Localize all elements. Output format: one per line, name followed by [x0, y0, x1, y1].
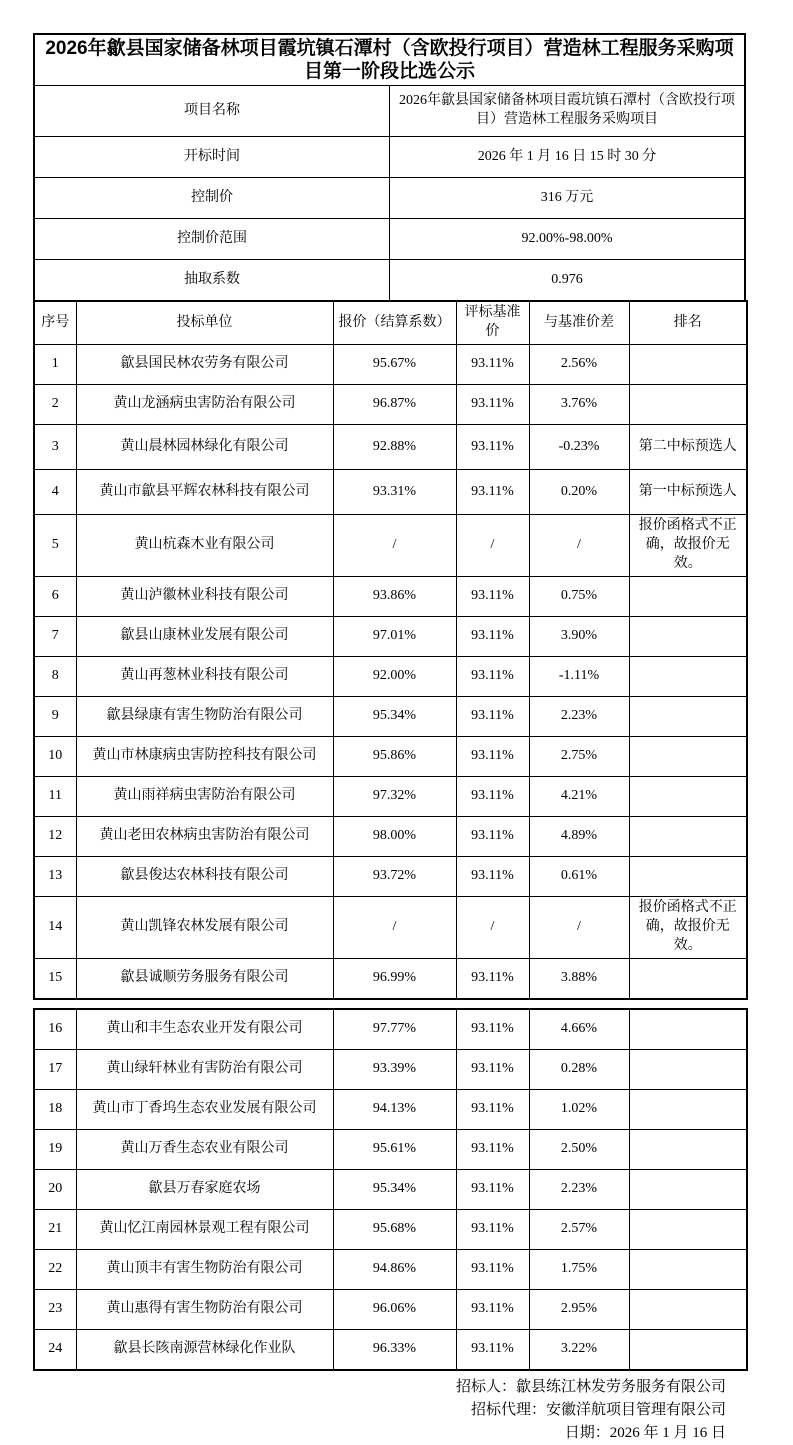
- table-row: [34, 697, 747, 737]
- table-cell: 95.34%: [333, 697, 456, 737]
- table-row: [34, 1289, 747, 1329]
- table-cell: 12: [34, 817, 76, 857]
- table-cell: 17: [34, 1049, 76, 1089]
- table-cell: 2.75%: [529, 737, 629, 777]
- table-cell: 2.23%: [529, 697, 629, 737]
- title-row: [34, 34, 745, 86]
- table-cell: 2.56%: [529, 345, 629, 385]
- table-cell: 97.32%: [333, 777, 456, 817]
- table-cell: 95.67%: [333, 345, 456, 385]
- table-cell: [629, 777, 747, 817]
- table-cell: 黄山顶丰有害生物防治有限公司: [76, 1249, 333, 1289]
- table-cell: 93.11%: [456, 1289, 529, 1329]
- table-cell: [629, 1009, 747, 1050]
- table-cell: 95.61%: [333, 1129, 456, 1169]
- header-seq: 序号: [34, 301, 76, 345]
- table-cell: 98.00%: [333, 817, 456, 857]
- table-cell: 93.86%: [333, 577, 456, 617]
- header-rank: 排名: [629, 301, 747, 345]
- draw-coefficient-value: 0.976: [390, 260, 746, 302]
- table-cell: [629, 817, 747, 857]
- table-cell: 黄山和丰生态农业开发有限公司: [76, 1009, 333, 1050]
- table-cell: 96.87%: [333, 385, 456, 425]
- table-row: [34, 817, 747, 857]
- table-cell: 7: [34, 617, 76, 657]
- table-cell: 18: [34, 1089, 76, 1129]
- table-cell: 93.31%: [333, 470, 456, 515]
- table-cell: 1.75%: [529, 1249, 629, 1289]
- table-row: [34, 385, 747, 425]
- table-cell: 97.77%: [333, 1009, 456, 1050]
- table-cell: 94.13%: [333, 1089, 456, 1129]
- open-time-label: 开标时间: [34, 137, 390, 178]
- control-price-label: 控制价: [34, 178, 390, 219]
- footer-tenderer: 招标人：歙县练江林发劳务服务有限公司: [455, 1378, 726, 1395]
- bid-table-body-1: [34, 345, 747, 999]
- table-cell: 94.86%: [333, 1249, 456, 1289]
- table-cell: 黄山惠得有害生物防治有限公司: [76, 1289, 333, 1329]
- table-cell: [629, 577, 747, 617]
- table-cell: 黄山忆江南园林景观工程有限公司: [76, 1209, 333, 1249]
- table-cell: 3.88%: [529, 958, 629, 999]
- table-cell: 0.75%: [529, 577, 629, 617]
- project-name-label: 项目名称: [34, 86, 390, 137]
- table-cell: 93.72%: [333, 857, 456, 897]
- table-cell: 6: [34, 577, 76, 617]
- table-cell: 9: [34, 697, 76, 737]
- table-cell: 4: [34, 470, 76, 515]
- table-cell: [629, 1169, 747, 1209]
- table-cell: [629, 857, 747, 897]
- project-name-value: 2026年歙县国家储备林项目霞坑镇石潭村（含欧投行项目）营造林工程服务采购项目: [390, 86, 746, 137]
- table-cell: 93.11%: [456, 1209, 529, 1249]
- page-title: 2026年歙县国家储备林项目霞坑镇石潭村（含欧投行项目）营造林工程服务采购项目第一阶段比选公示: [34, 34, 745, 86]
- table-cell: [629, 697, 747, 737]
- table-row: [34, 1089, 747, 1129]
- table-cell: 8: [34, 657, 76, 697]
- table-cell: 93.39%: [333, 1049, 456, 1089]
- table-row: [34, 470, 747, 515]
- table-cell: /: [456, 897, 529, 959]
- info-row-open-time: [34, 137, 745, 178]
- table-row: [34, 657, 747, 697]
- table-row: [34, 897, 747, 959]
- header-company: 投标单位: [76, 301, 333, 345]
- table-cell: 93.11%: [456, 345, 529, 385]
- table-cell: 报价函格式不正确，故报价无效。: [629, 897, 747, 959]
- table-cell: 黄山绿轩林业有害防治有限公司: [76, 1049, 333, 1089]
- table-cell: 11: [34, 777, 76, 817]
- table-cell: [629, 1209, 747, 1249]
- table-cell: 92.88%: [333, 425, 456, 470]
- table-cell: 歙县俊达农林科技有限公司: [76, 857, 333, 897]
- table-row: [34, 1249, 747, 1289]
- control-range-label: 控制价范围: [34, 219, 390, 260]
- table-cell: 2.95%: [529, 1289, 629, 1329]
- footer-agent: 招标代理：安徽洋航项目管理有限公司: [470, 1401, 726, 1418]
- table-cell: 97.01%: [333, 617, 456, 657]
- table-cell: 93.11%: [456, 958, 529, 999]
- table-cell: 93.11%: [456, 577, 529, 617]
- table-cell: 20: [34, 1169, 76, 1209]
- table-cell: 92.00%: [333, 657, 456, 697]
- table-row: [34, 777, 747, 817]
- table-cell: 93.11%: [456, 1089, 529, 1129]
- info-row-draw-coefficient: [34, 260, 745, 302]
- table-cell: /: [529, 515, 629, 577]
- info-row-control-price: [34, 178, 745, 219]
- table-cell: /: [333, 515, 456, 577]
- table-cell: [629, 1289, 747, 1329]
- table-cell: 22: [34, 1249, 76, 1289]
- table-cell: /: [456, 515, 529, 577]
- table-cell: 95.68%: [333, 1209, 456, 1249]
- table-row: [34, 1209, 747, 1249]
- table-cell: 96.33%: [333, 1329, 456, 1370]
- table-cell: 歙县绿康有害生物防治有限公司: [76, 697, 333, 737]
- table-row: [34, 617, 747, 657]
- draw-coefficient-label: 抽取系数: [34, 260, 390, 302]
- table-cell: [629, 617, 747, 657]
- table-cell: 黄山市丁香坞生态农业发展有限公司: [76, 1089, 333, 1129]
- table-cell: 黄山雨祥病虫害防治有限公司: [76, 777, 333, 817]
- control-range-value: 92.00%-98.00%: [390, 219, 746, 260]
- info-row-control-range: [34, 219, 745, 260]
- table-cell: 黄山凯锋农林发展有限公司: [76, 897, 333, 959]
- table-cell: 3.76%: [529, 385, 629, 425]
- table-cell: 93.11%: [456, 1169, 529, 1209]
- table-cell: 4.21%: [529, 777, 629, 817]
- table-cell: /: [529, 897, 629, 959]
- table-cell: 95.34%: [333, 1169, 456, 1209]
- table-cell: 歙县诚顺劳务服务有限公司: [76, 958, 333, 999]
- table-row: [34, 958, 747, 999]
- table-row: [34, 1049, 747, 1089]
- header-bid: 报价（结算系数）: [333, 301, 456, 345]
- table-cell: [629, 345, 747, 385]
- table-cell: /: [333, 897, 456, 959]
- table-row: [34, 1329, 747, 1370]
- table-cell: 0.61%: [529, 857, 629, 897]
- table-cell: 93.11%: [456, 1329, 529, 1370]
- table-cell: 黄山市林康病虫害防控科技有限公司: [76, 737, 333, 777]
- table-cell: [629, 1049, 747, 1089]
- table-cell: [629, 1089, 747, 1129]
- table-cell: 15: [34, 958, 76, 999]
- table-cell: 21: [34, 1209, 76, 1249]
- table-cell: 93.11%: [456, 1009, 529, 1050]
- table-cell: [629, 657, 747, 697]
- table-cell: 2.23%: [529, 1169, 629, 1209]
- bid-table-segment-1: [33, 300, 748, 999]
- header-base: 评标基准价: [456, 301, 529, 345]
- header-diff: 与基准价差: [529, 301, 629, 345]
- bid-table-body-2: [34, 1009, 747, 1370]
- table-cell: 93.11%: [456, 1129, 529, 1169]
- table-cell: 5: [34, 515, 76, 577]
- table-cell: 3.22%: [529, 1329, 629, 1370]
- table-cell: 4.66%: [529, 1009, 629, 1050]
- table-cell: 歙县万春家庭农场: [76, 1169, 333, 1209]
- table-cell: 93.11%: [456, 1049, 529, 1089]
- table-cell: 1: [34, 345, 76, 385]
- table-row: [34, 857, 747, 897]
- table-cell: 93.11%: [456, 657, 529, 697]
- table-cell: 报价函格式不正确，故报价无效。: [629, 515, 747, 577]
- table-cell: [629, 958, 747, 999]
- table-cell: 19: [34, 1129, 76, 1169]
- table-cell: 黄山再葱林业科技有限公司: [76, 657, 333, 697]
- table-row: [34, 515, 747, 577]
- project-info-table: [33, 33, 746, 302]
- table-cell: 黄山杭森木业有限公司: [76, 515, 333, 577]
- table-cell: 2: [34, 385, 76, 425]
- table-row: [34, 425, 747, 470]
- table-cell: 93.11%: [456, 425, 529, 470]
- table-cell: 93.11%: [456, 470, 529, 515]
- table-cell: 93.11%: [456, 857, 529, 897]
- table-cell: [629, 1329, 747, 1370]
- table-cell: [629, 1129, 747, 1169]
- table-cell: 3.90%: [529, 617, 629, 657]
- table-cell: 93.11%: [456, 1249, 529, 1289]
- control-price-value: 316 万元: [390, 178, 746, 219]
- table-cell: 4.89%: [529, 817, 629, 857]
- table-row: [34, 1009, 747, 1050]
- footer-date: 日期：2026 年 1 月 16 日: [564, 1424, 726, 1441]
- table-cell: 歙县长陔南源营林绿化作业队: [76, 1329, 333, 1370]
- table-cell: 14: [34, 897, 76, 959]
- table-cell: -0.23%: [529, 425, 629, 470]
- table-cell: 黄山市歙县平辉农林科技有限公司: [76, 470, 333, 515]
- table-cell: 16: [34, 1009, 76, 1050]
- table-cell: 黄山晨林园林绿化有限公司: [76, 425, 333, 470]
- table-cell: 93.11%: [456, 817, 529, 857]
- bid-table-segment-2: [33, 1008, 748, 1371]
- table-cell: 24: [34, 1329, 76, 1370]
- table-row: [34, 1169, 747, 1209]
- info-row-project-name: [34, 86, 745, 137]
- table-cell: [629, 1249, 747, 1289]
- table-cell: 歙县山康林业发展有限公司: [76, 617, 333, 657]
- table-cell: [629, 385, 747, 425]
- table-cell: 95.86%: [333, 737, 456, 777]
- table-cell: 黄山万香生态农业有限公司: [76, 1129, 333, 1169]
- table-cell: 96.06%: [333, 1289, 456, 1329]
- table-cell: 0.20%: [529, 470, 629, 515]
- table-cell: 第二中标预选人: [629, 425, 747, 470]
- table-cell: 93.11%: [456, 737, 529, 777]
- table-cell: 第一中标预选人: [629, 470, 747, 515]
- table-cell: [629, 737, 747, 777]
- table-cell: 黄山老田农林病虫害防治有限公司: [76, 817, 333, 857]
- table-cell: 2.57%: [529, 1209, 629, 1249]
- table-cell: 黄山泸徽林业科技有限公司: [76, 577, 333, 617]
- table-cell: -1.11%: [529, 657, 629, 697]
- table-cell: 10: [34, 737, 76, 777]
- table-cell: 93.11%: [456, 777, 529, 817]
- table-cell: 0.28%: [529, 1049, 629, 1089]
- table-row: [34, 345, 747, 385]
- footer-block: [33, 1376, 746, 1445]
- table-cell: 23: [34, 1289, 76, 1329]
- bid-table-header-row: [34, 301, 747, 345]
- table-cell: 96.99%: [333, 958, 456, 999]
- table-cell: 93.11%: [456, 385, 529, 425]
- announcement-document: [33, 33, 746, 1445]
- table-row: [34, 577, 747, 617]
- table-row: [34, 1129, 747, 1169]
- table-cell: 3: [34, 425, 76, 470]
- open-time-value: 2026 年 1 月 16 日 15 时 30 分: [390, 137, 746, 178]
- table-cell: 13: [34, 857, 76, 897]
- table-cell: 93.11%: [456, 617, 529, 657]
- table-cell: 93.11%: [456, 697, 529, 737]
- table-cell: 歙县国民林农劳务有限公司: [76, 345, 333, 385]
- table-cell: 2.50%: [529, 1129, 629, 1169]
- table-cell: 1.02%: [529, 1089, 629, 1129]
- table-cell: 黄山龙涵病虫害防治有限公司: [76, 385, 333, 425]
- table-row: [34, 737, 747, 777]
